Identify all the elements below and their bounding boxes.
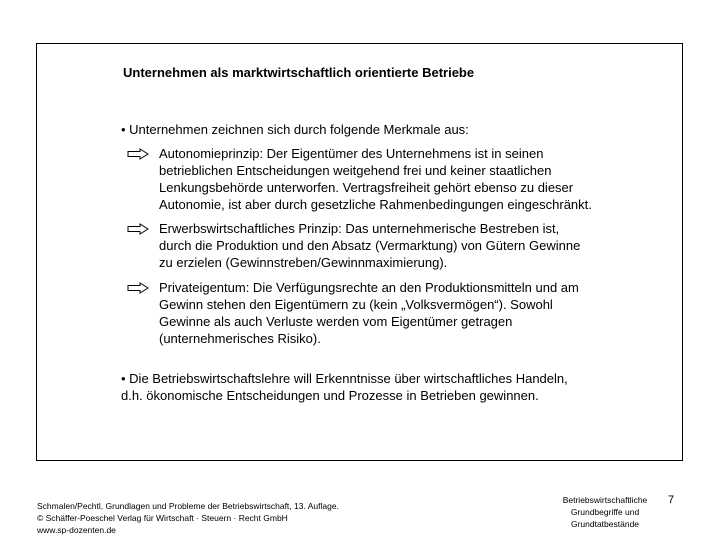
subpoint-line: Gewinn stehen den Eigentümern zu (kein „Volksvermögen“). Sowohl (159, 297, 553, 312)
subpoint-line: durch die Produktion und den Absatz (Vermarktung) von Gütern Gewinne (159, 238, 581, 253)
bullet-line: d.h. ökonomische Entscheidungen und Prozesse in Betrieben gewinnen. (121, 388, 539, 403)
arrow-right-outline-icon (127, 223, 149, 235)
subpoint-line: betrieblichen Entscheidungen weitgehend frei und keiner staatlichen (159, 163, 552, 178)
footer-chapter-line: Betriebswirtschaftliche (562, 495, 648, 505)
footer-source-line: © Schäffer-Poeschel Verlag für Wirtschaft · Steuern · Recht GmbH (37, 513, 288, 523)
footer-source (37, 500, 339, 536)
bullet-merkmale: • Unternehmen zeichnen sich durch folgende Merkmale aus: (121, 122, 469, 137)
subpoint-line: Gewinne als auch Verluste werden vom Eigentümer getragen (159, 314, 513, 329)
footer-chapter (552, 494, 658, 530)
footer-source-line: Schmalen/Pechtl, Grundlagen und Probleme der Betriebswirtschaft, 13. Auflage. (37, 501, 339, 511)
subpoint-line: Autonomieprinzip: Der Eigentümer des Unternehmens ist in seinen (159, 146, 544, 161)
subpoint-line: Autonomie, ist aber durch gesetzliche Rahmenbedingungen eingeschränkt. (159, 197, 592, 212)
subpoint-privateigentum (159, 279, 579, 347)
arrow-right-outline-icon (127, 282, 149, 294)
footer-chapter-line: Grundbegriffe und (570, 507, 640, 517)
subpoint-autonomieprinzip (159, 145, 592, 213)
subpoint-erwerbswirtschaftliches-prinzip (159, 220, 580, 271)
subpoint-line: zu erzielen (Gewinnstreben/Gewinnmaximierung). (159, 255, 448, 270)
arrow-right-outline-icon (127, 148, 149, 160)
footer-source-line: www.sp-dozenten.de (37, 525, 116, 535)
bullet-line: • Die Betriebswirtschaftslehre will Erkenntnisse über wirtschaftliches Handeln, (121, 371, 568, 386)
subpoint-line: Lenkungsbehörde unterworfen. Vertragsfreiheit gehört ebenso zu dieser (159, 180, 574, 195)
slide-title: Unternehmen als marktwirtschaftlich orientierte Betriebe (123, 65, 475, 80)
page-number: 7 (668, 494, 675, 506)
subpoint-line: (unternehmerisches Risiko). (159, 331, 321, 346)
footer-chapter-line: Grundtatbestände (570, 519, 640, 529)
subpoint-line: Privateigentum: Die Verfügungsrechte an den Produktionsmitteln und am (159, 280, 579, 295)
bullet-betriebswirtschaftslehre (121, 370, 568, 404)
subpoint-line: Erwerbswirtschaftliches Prinzip: Das unternehmerische Bestreben ist, (159, 221, 560, 236)
